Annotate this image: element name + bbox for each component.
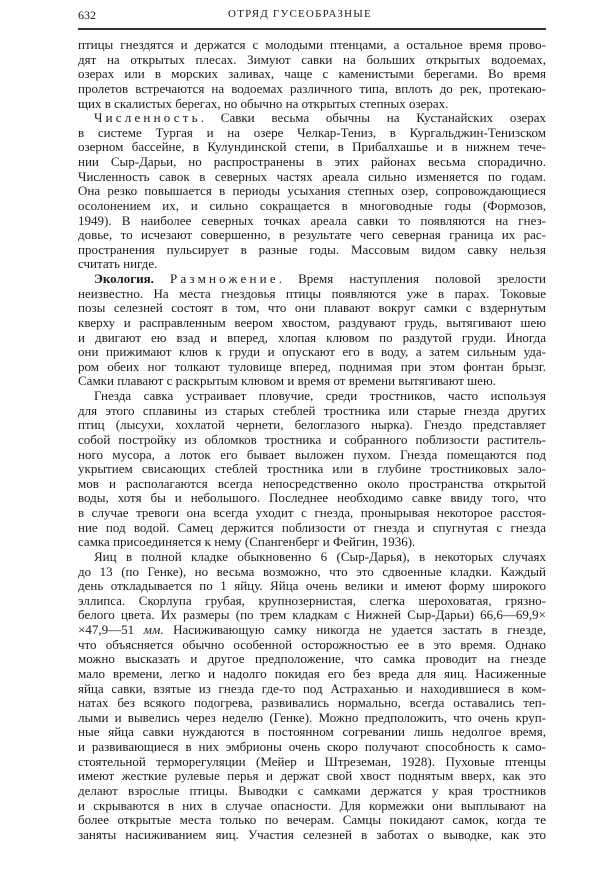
text-span: Численность савок в северных частях ареала сильно изменяется по годам. bbox=[78, 169, 546, 184]
text-span: ×47,9—51 bbox=[78, 623, 144, 637]
text-line bbox=[78, 652, 546, 667]
text-line bbox=[78, 755, 546, 770]
text-span: что объясняется обычно особенной осторожностью ее в это время. Однако bbox=[78, 637, 546, 652]
text-span: Гнезда савка устраивает пловучие, среди тростников, часто используя bbox=[94, 389, 546, 403]
text-span: позы селезней состоят в том, что они плавают вокруг самки с вздернутым bbox=[78, 301, 546, 316]
text-line bbox=[78, 97, 546, 112]
text-span: дят на открытых плесах. Зимуют савки на больших открытых водоемах, bbox=[78, 52, 546, 67]
text-line bbox=[78, 53, 546, 68]
text-span: неизвестно. На места гнездовья птицы появляются уже в парах. Токовые bbox=[78, 286, 546, 301]
text-span: ные яйца савки нуждаются в постоянном согревании лишь недолгое время, bbox=[78, 725, 546, 740]
text-span: до 13 (по Генке), но весьма возможно, что это сдвоенные кладки. Каждый bbox=[78, 564, 546, 579]
text-line bbox=[78, 448, 546, 463]
text-span: озерном бассейне, в Кулундинской степи, в Прибалхашье и в нижнем тече- bbox=[78, 140, 546, 155]
text-span: . Насиживающую самку никогда не удается застать в гнезде, bbox=[160, 623, 546, 637]
text-span: и развивающиеся в них эмбрионы очень скоро получают способность к само- bbox=[78, 740, 546, 754]
text-span: лыми и вывелись через неделю (Генке). Можно предположить, что очень круп- bbox=[78, 710, 546, 725]
text-line bbox=[78, 813, 546, 828]
text-line bbox=[78, 316, 546, 331]
text-line bbox=[78, 272, 546, 287]
text-line bbox=[78, 301, 546, 316]
text-span: воды, хотя бы и небольшого. Последнее необходимо савке ввиду того, что bbox=[78, 491, 546, 506]
text-line bbox=[78, 184, 546, 199]
text-span: мало времени, легко и надолго покидая его без вреда для яиц. Насиженные bbox=[78, 666, 546, 681]
text-span: стоятельной терморегуляции (Мейер и Штреземан, 1928). Пуховые птенцы bbox=[78, 754, 546, 769]
text-line bbox=[78, 389, 546, 404]
text-span: ром обеих ног толкают туловище вперед, поднимая при этом фонтан брызг. bbox=[78, 359, 546, 374]
text-line bbox=[78, 696, 546, 711]
text-span: ние под водой. Самец держится поблизости от гнезда и спугнутая с гнезда bbox=[78, 520, 546, 535]
text-line bbox=[78, 711, 546, 726]
text-span: пролетов встречаются на водоемах различного типа, вплоть до рек, протекаю- bbox=[78, 81, 546, 96]
text-line bbox=[78, 38, 546, 53]
text-span: собой постройку из обломков тростника и собранного поблизости раститель- bbox=[78, 432, 546, 447]
text-span: они прижимают клюв к груди и опускают его в воду, а затем сильным уда- bbox=[78, 345, 546, 360]
text-line bbox=[78, 228, 546, 243]
text-line bbox=[78, 331, 546, 346]
text-line bbox=[78, 126, 546, 141]
text-line bbox=[78, 82, 546, 97]
text-line bbox=[78, 243, 546, 258]
text-span: день откладывается по 1 яйцу. Яйца очень велики и имеют форму широкого bbox=[78, 579, 546, 594]
text-span: и скрываются в них в случае опасности. Для кормежки они выплывают на bbox=[78, 798, 546, 813]
subsection-heading: Размножение bbox=[170, 272, 279, 286]
text-span: яйца савки, взятые из гнезда где-то под Астраханью и находившиеся в ком- bbox=[78, 681, 546, 696]
text-line bbox=[78, 287, 546, 302]
text-line bbox=[78, 170, 546, 185]
text-span: в системе Тургая и на озере Челкар-Тениз, в Кургальджин-Тенизском bbox=[78, 125, 546, 140]
text-span: нии Сыр-Дарьи, но распространены в этих районах весьма спорадично. bbox=[78, 155, 546, 169]
text-line bbox=[78, 594, 546, 609]
text-span: мов и располагаются всегда непосредственно около пространства открытой bbox=[78, 476, 546, 491]
text-span: щих в скалистых берегах, но обычно на открытых степных озерах. bbox=[78, 96, 449, 111]
text-span: в случае тревоги она всегда уходит с гнезда, пронырывая некоторое расстоя- bbox=[78, 506, 546, 520]
text-line bbox=[78, 477, 546, 492]
text-line bbox=[78, 667, 546, 682]
text-span: птиц (лысухи, хохлатой чернети, белоглазого нырка). Гнездо представляет bbox=[78, 418, 546, 433]
text-span: имеют жесткие рулевые перья и держат свой хвост поднятым вверх, как это bbox=[78, 769, 546, 784]
text-span: укрытием свисающих стеблей тростника или в глубине тростниковых зало- bbox=[78, 462, 546, 477]
text-span: можно высказать и другое предположение, что самка проводит на гнезде bbox=[78, 652, 546, 667]
text-line bbox=[78, 433, 546, 448]
text-line bbox=[78, 550, 546, 565]
text-line bbox=[78, 725, 546, 740]
text-line bbox=[78, 111, 546, 126]
text-line bbox=[78, 579, 546, 594]
text-span: и двигают ею взад и вперед, хлопая клювом по раздутой груди. Иногда bbox=[78, 330, 546, 345]
text-line bbox=[78, 521, 546, 536]
text-span: эллипса. Скорлупа грубая, крупнозернистая, слегка шероховатая, грязно- bbox=[78, 593, 546, 608]
text-span: 1949). В наиболее северных точках ареала савки то появляются на гнез- bbox=[78, 213, 546, 228]
text-span: считать нигде. bbox=[78, 257, 158, 272]
text-line bbox=[78, 418, 546, 433]
text-span: Яиц в полной кладке обыкновенно 6 (Сыр-Дарья), в некоторых случаях bbox=[94, 549, 546, 564]
text-span: осолонением их, и сильно сокращается в многоводные годы (Формозов, bbox=[78, 198, 546, 213]
text-line bbox=[78, 769, 546, 784]
text-span: Самки плавают с раскрытым клювом и время от времени вытягивают шею. bbox=[78, 374, 496, 389]
text-line bbox=[78, 784, 546, 799]
text-line bbox=[78, 740, 546, 755]
text-line bbox=[78, 404, 546, 419]
text-line bbox=[78, 199, 546, 214]
text-line bbox=[78, 360, 546, 375]
text-line bbox=[78, 623, 546, 638]
text-line bbox=[78, 257, 546, 272]
text-line bbox=[78, 462, 546, 477]
text-span: ного мусора, а лоток его бывает выложен пухом. Гнезда помещаются под bbox=[78, 447, 546, 462]
text-span: натах без всякого подогрева, развивались нормально, всегда оставались теп- bbox=[78, 696, 546, 711]
body-text bbox=[78, 38, 546, 842]
text-line bbox=[78, 638, 546, 653]
text-span: самка присоединяется к нему (Спангенберг и Фейгин, 1936). bbox=[78, 535, 416, 550]
text-span: белого цвета. Их размеры (по трем кладкам с Нижней Сыр-Дарьи) 66,6—69,9× bbox=[78, 608, 546, 623]
text-span: пространения пульсирует в разные годы. Массовым видом савку нельзя bbox=[78, 242, 546, 257]
text-line bbox=[78, 67, 546, 82]
text-line bbox=[78, 374, 546, 389]
running-title: ОТРЯД ГУСЕОБРАЗНЫЕ bbox=[228, 8, 372, 20]
text-line bbox=[78, 682, 546, 697]
text-span: для этого сплавины из старых стеблей тростника или старые гнезда других bbox=[78, 403, 546, 418]
text-span: мм bbox=[143, 623, 161, 637]
text-span: озерах или в морских заливах, чаще с каменистыми берегами. Во время bbox=[78, 67, 546, 82]
text-line bbox=[78, 799, 546, 814]
text-span: заняты насиживанием яиц. Участия селезней в заботах о выводке, как это bbox=[78, 827, 546, 842]
text-span: . Савки весьма обычны на Кустанайских озерах bbox=[200, 111, 546, 126]
text-line bbox=[78, 535, 546, 550]
text-line bbox=[78, 345, 546, 360]
text-span: довье, то исчезают совершенно, в результате чего северная граница их рас- bbox=[78, 228, 546, 243]
text-span: кверху и расправленным веером хвостом, раздувают грудь, вытягивают шею bbox=[78, 315, 546, 330]
text-line bbox=[78, 506, 546, 521]
text-span: делают взрослые птицы. Выводки с самками держатся у края тростников bbox=[78, 783, 546, 798]
section-heading: Экология. bbox=[94, 272, 154, 286]
text-span: птицы гнездятся и держатся с молодыми птенцами, а остальное время прово- bbox=[78, 38, 546, 52]
text-line bbox=[78, 214, 546, 229]
text-span: . Время наступления половой зрелости bbox=[278, 272, 546, 286]
subsection-heading: Численность bbox=[94, 111, 201, 126]
header-rule bbox=[78, 28, 546, 30]
text-span: Она резко повышается в периоды усыхания степных озер, сопровождающиеся bbox=[78, 184, 546, 199]
text-line bbox=[78, 155, 546, 170]
text-line bbox=[78, 608, 546, 623]
text-line bbox=[78, 140, 546, 155]
page-number: 632 bbox=[78, 8, 96, 22]
text-line bbox=[78, 491, 546, 506]
text-line bbox=[78, 565, 546, 580]
text-span: более открытые места только по вечерам. Самцы покидают самок, когда те bbox=[78, 813, 546, 828]
text-span bbox=[154, 272, 170, 286]
text-line bbox=[78, 828, 546, 843]
